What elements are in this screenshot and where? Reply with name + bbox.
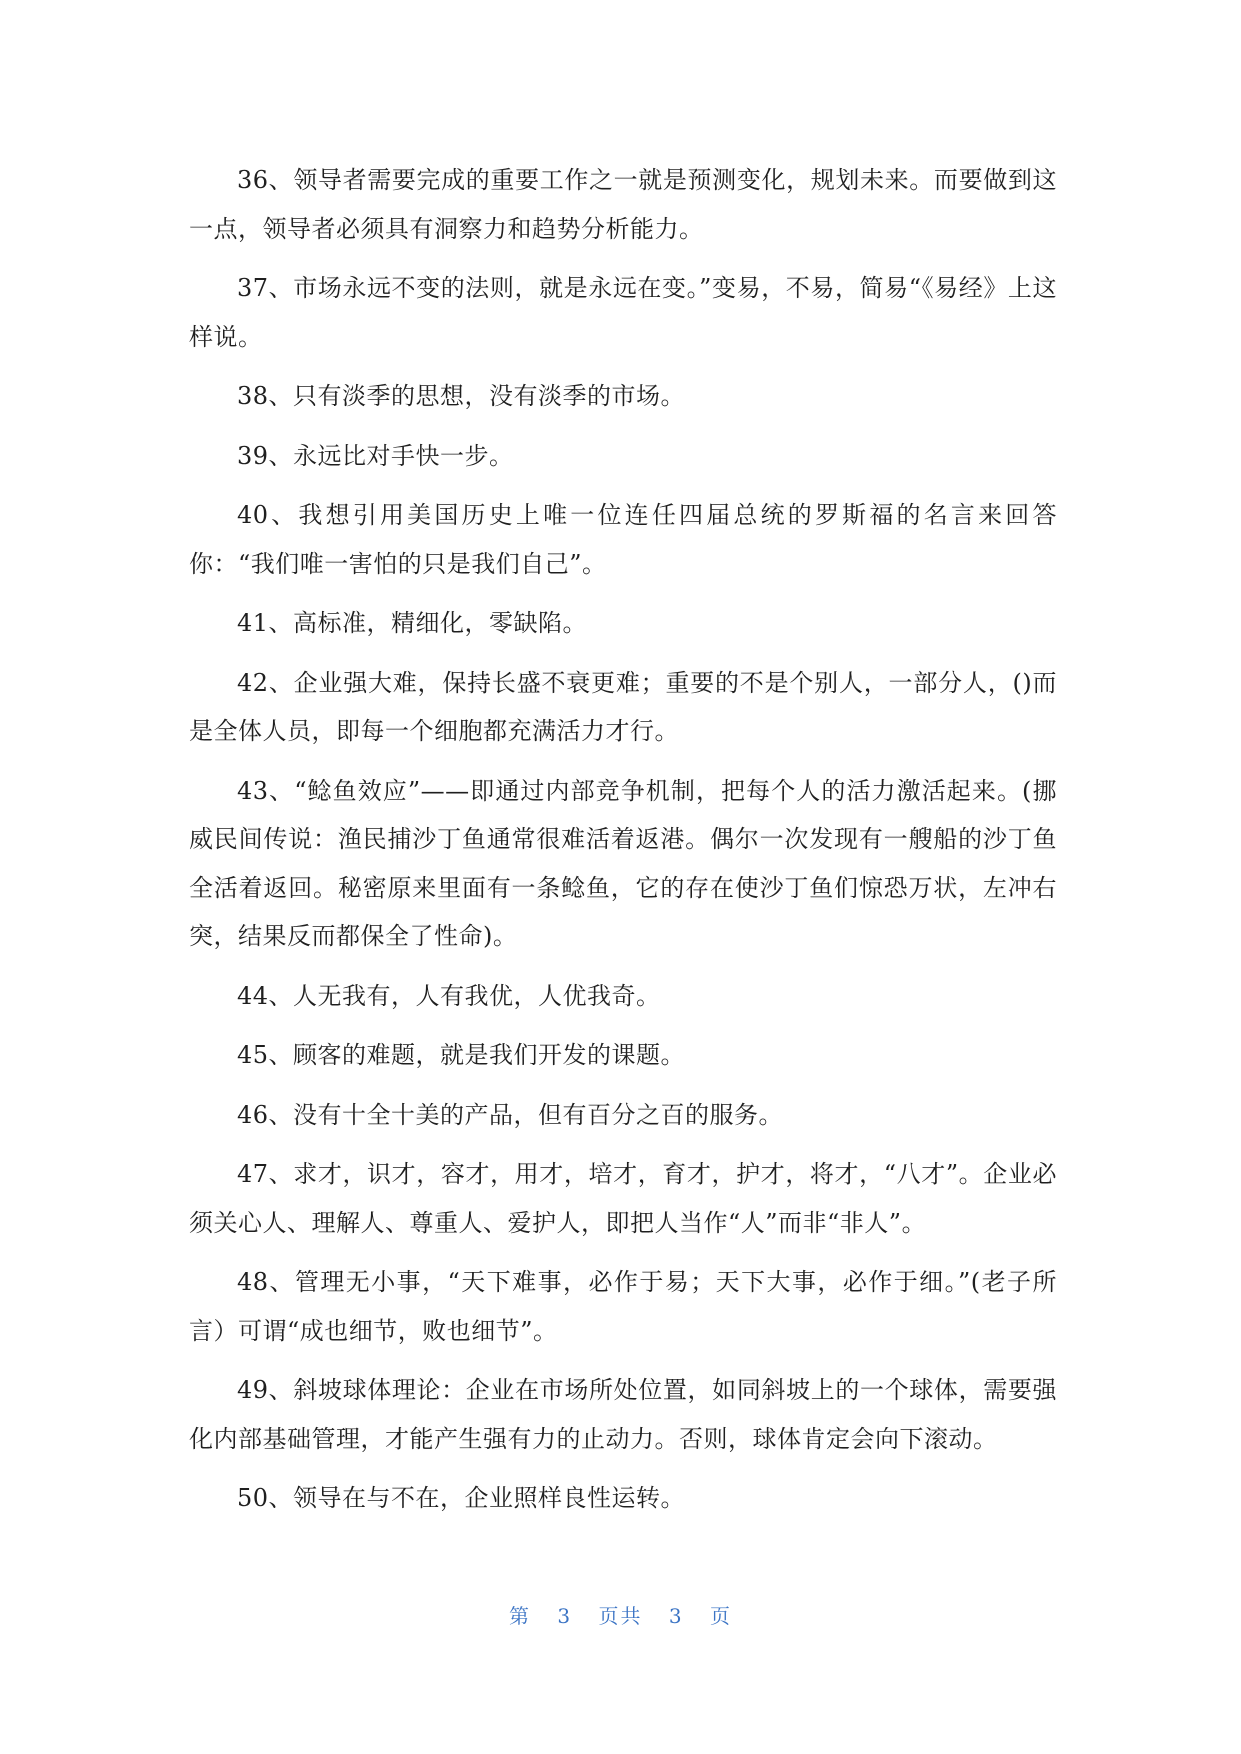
paragraph-41: 41、高标准，精细化，零缺陷。 xyxy=(237,609,588,637)
paragraph-44: 44、人无我有，人有我优，人优我奇。 xyxy=(237,981,661,1010)
paragraph-46: 46、没有十全十美的产品，但有百分之百的服务。 xyxy=(237,1100,784,1129)
paragraph-37: 37、市场永远不变的法则，就是永远在变。”变易，不易，简易“《易经》上这样说。 xyxy=(189,274,1057,351)
paragraph-49: 49、斜坡球体理论：企业在市场所处位置，如同斜坡上的一个球体，需要强化内部基础管理，才能产生强有力的止动力。否则，球体肯定会向下滚动。 xyxy=(189,1376,1057,1453)
paragraph-39: 39、永远比对手快一步。 xyxy=(237,441,514,470)
paragraph-48: 48、管理无小事，“天下难事，必作于易；天下大事，必作于细。”(老子所言）可谓“成也细节，败也细节”。 xyxy=(189,1268,1057,1345)
footer-page-label: 第 xyxy=(509,1604,532,1628)
page-footer xyxy=(0,1600,1241,1629)
paragraph-38: 38、只有淡季的思想，没有淡季的市场。 xyxy=(237,382,686,410)
paragraph-43: 43、“鲶鱼效应”——即通过内部竞争机制，把每个人的活力激活起来。(挪威民间传说：渔民捕沙丁鱼通常很难活着返港。偶尔一次发现有一艘船的沙丁鱼全活着返回。秘密原来里面有一条鲶鱼，它的存在使沙丁鱼们惊恐万状，左冲右突，结果反而都保全了性命)。 xyxy=(189,776,1057,950)
document-body xyxy=(189,156,1057,1534)
paragraph-47: 47、求才，识才，容才，用才，培才，育才，护才，将才，“八才”。企业必须关心人、理解人、尊重人、爱护人，即把人当作“人”而非“非人”。 xyxy=(189,1160,1057,1237)
footer-total-pages: 3 xyxy=(668,1604,684,1628)
paragraph-45: 45、顾客的难题，就是我们开发的课题。 xyxy=(237,1041,686,1069)
footer-current-page: 3 xyxy=(557,1604,573,1628)
paragraph-50: 50、领导在与不在，企业照样良性运转。 xyxy=(237,1484,686,1512)
paragraph-40: 40、我想引用美国历史上唯一位连任四届总统的罗斯福的名言来回答你：“我们唯一害怕的只是我们自己”。 xyxy=(189,501,1057,578)
paragraph-42: 42、企业强大难，保持长盛不衰更难；重要的不是个别人，一部分人，()而是全体人员，即每一个细胞都充满活力才行。 xyxy=(189,668,1057,745)
footer-total-label: 页共 xyxy=(598,1604,643,1628)
footer-end-label: 页 xyxy=(709,1604,732,1628)
paragraph-36: 36、领导者需要完成的重要工作之一就是预测变化，规划未来。而要做到这一点，领导者必须具有洞察力和趋势分析能力。 xyxy=(189,166,1057,243)
